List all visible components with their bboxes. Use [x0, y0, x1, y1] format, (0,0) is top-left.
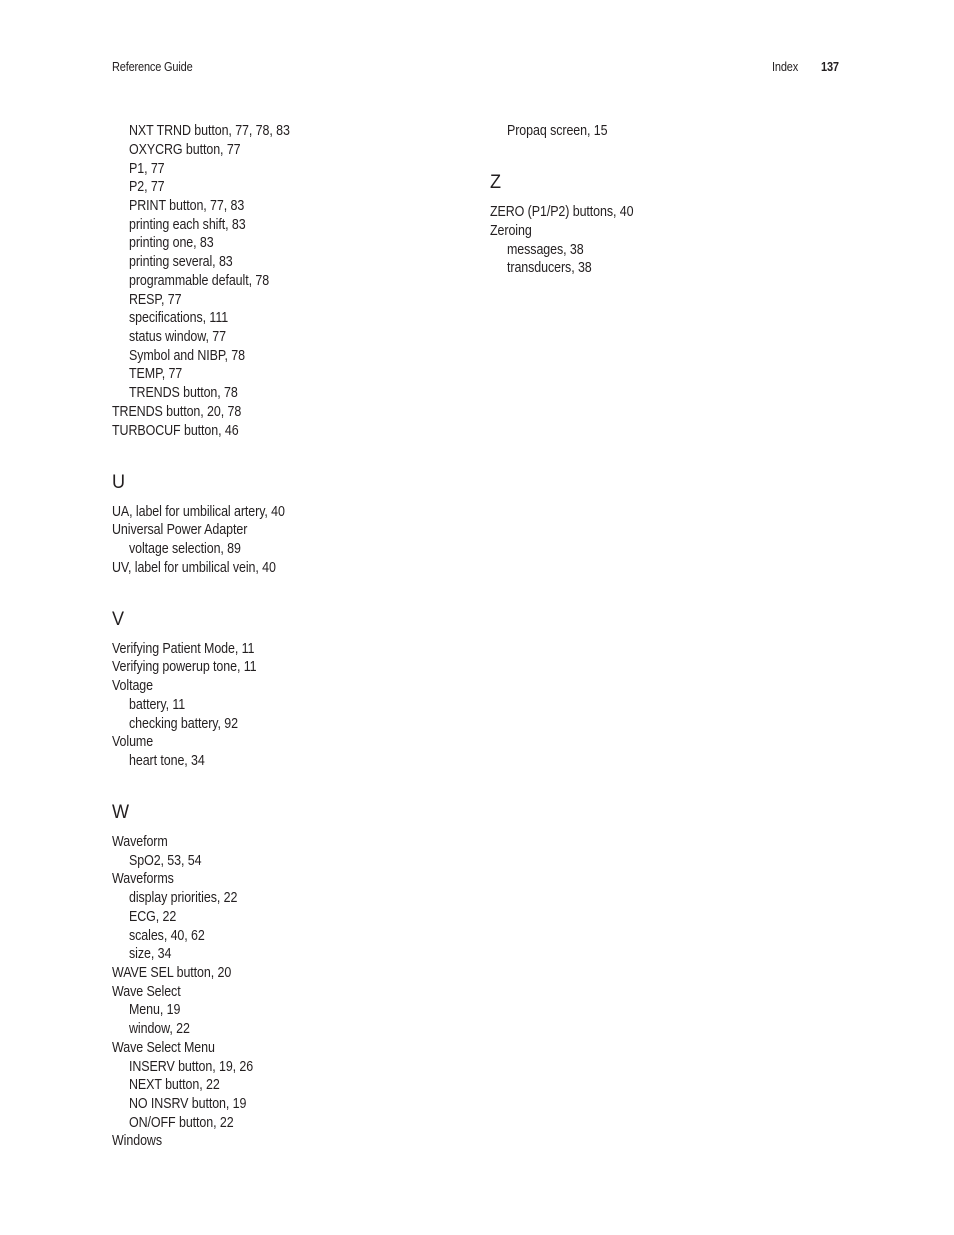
index-entry: P2, 77 [129, 179, 165, 195]
index-entry: printing several, 83 [129, 254, 233, 270]
index-entry: SpO2, 53, 54 [129, 853, 202, 869]
index-entry: INSERV button, 19, 26 [129, 1059, 254, 1075]
index-entry: OXYCRG button, 77 [129, 142, 241, 158]
index-entry: Verifying powerup tone, 11 [112, 659, 257, 675]
index-entry: size, 34 [129, 946, 172, 962]
running-header-title: Reference Guide [112, 60, 193, 74]
index-entry: transducers, 38 [507, 260, 592, 276]
index-entry: Waveform [112, 834, 168, 850]
index-entry: Verifying Patient Mode, 11 [112, 641, 255, 657]
index-entry: PRINT button, 77, 83 [129, 198, 245, 214]
page-number: 137 [821, 60, 839, 74]
index-entry: status window, 77 [129, 329, 226, 345]
section-letter-z: Z [490, 172, 502, 193]
index-entry: Wave Select Menu [112, 1040, 215, 1056]
index-entry: battery, 11 [129, 697, 186, 713]
index-entry: ZERO (P1/P2) buttons, 40 [490, 204, 634, 220]
index-entry: specifications, 111 [129, 310, 229, 326]
index-entry: programmable default, 78 [129, 273, 270, 289]
index-entry: Symbol and NIBP, 78 [129, 348, 245, 364]
running-header-section: Index [772, 60, 799, 74]
index-entry: TURBOCUF button, 46 [112, 423, 239, 439]
index-entry: WAVE SEL button, 20 [112, 965, 232, 981]
index-entry: NO INSRV button, 19 [129, 1096, 247, 1112]
index-entry: Wave Select [112, 984, 181, 1000]
index-entry: NXT TRND button, 77, 78, 83 [129, 123, 290, 139]
section-letter-w: W [112, 802, 130, 823]
index-entry: Voltage [112, 678, 154, 694]
index-entry: Windows [112, 1133, 162, 1149]
index-entry: scales, 40, 62 [129, 928, 205, 944]
index-entry: P1, 77 [129, 161, 165, 177]
index-entry: UA, label for umbilical artery, 40 [112, 504, 285, 520]
index-entry: voltage selection, 89 [129, 541, 241, 557]
index-entry: Zeroing [490, 223, 532, 239]
index-entry: Menu, 19 [129, 1002, 181, 1018]
index-entry: ON/OFF button, 22 [129, 1115, 234, 1131]
index-entry: UV, label for umbilical vein, 40 [112, 560, 276, 576]
index-entry: display priorities, 22 [129, 890, 238, 906]
index-entry: TEMP, 77 [129, 366, 183, 382]
index-entry: RESP, 77 [129, 292, 182, 308]
section-letter-v: V [112, 609, 125, 630]
index-entry: Propaq screen, 15 [507, 123, 608, 139]
index-entry: heart tone, 34 [129, 753, 205, 769]
index-entry: printing one, 83 [129, 235, 214, 251]
index-entry: Volume [112, 734, 154, 750]
index-entry: window, 22 [129, 1021, 190, 1037]
index-entry: Waveforms [112, 871, 174, 887]
index-entry: messages, 38 [507, 242, 584, 258]
index-entry: printing each shift, 83 [129, 217, 246, 233]
index-entry: TRENDS button, 20, 78 [112, 404, 242, 420]
index-entry: NEXT button, 22 [129, 1077, 220, 1093]
index-entry: checking battery, 92 [129, 716, 238, 732]
index-entry: Universal Power Adapter [112, 522, 248, 538]
section-letter-u: U [112, 472, 126, 493]
index-entry: ECG, 22 [129, 909, 177, 925]
index-entry: TRENDS button, 78 [129, 385, 238, 401]
